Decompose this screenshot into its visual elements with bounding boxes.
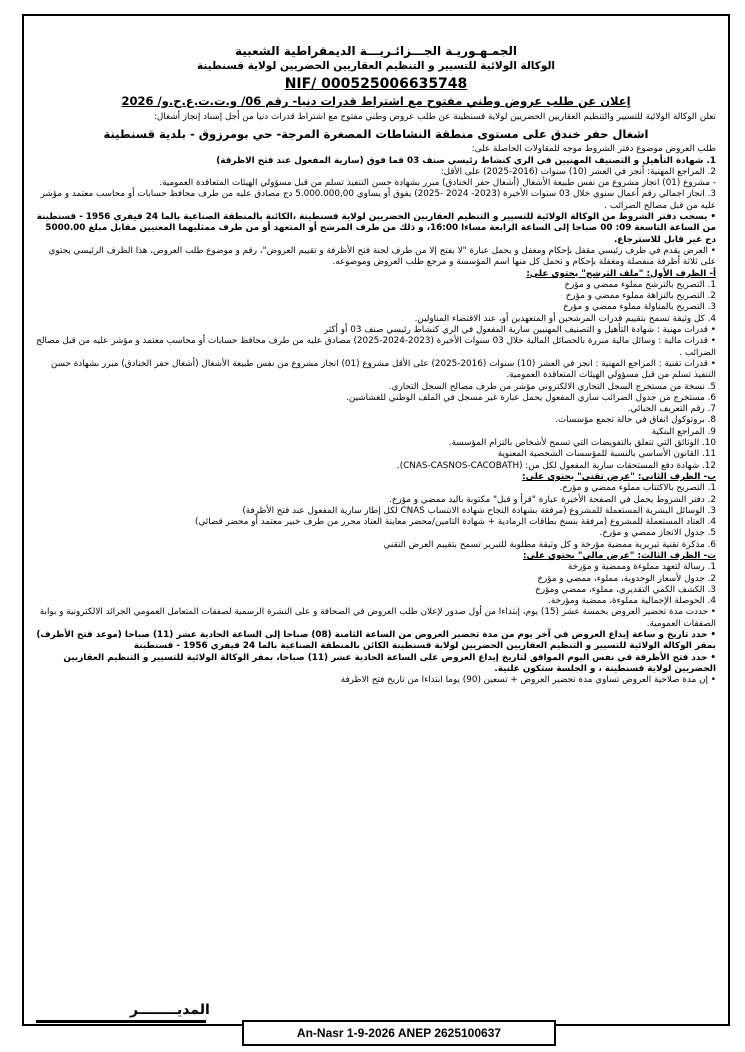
line-env1-item-8: 8. بروتوكول اتفاق في حالة تجمع مؤسسات. [555, 415, 716, 426]
line-specs-withdrawal: • يسحب دفتر الشروط من الوكالة الولائية للتسيير و التنظيم العقاريين الحضريين لولاية قسنطينة ،الكائنة بالمنطقة الصناعية بالما 24 فيفري 1956 - قسنطينة من الساعة التاسعة 09: 00 صباحا إلى الساعة الرابعة مساءا 16:00، و ذلك من طرف المرشح أو المتعهد أو من طرف ممثليهما المعنيين مقابل مبلغ 5000.00 دج غير قابل للاسترجاع. [36, 212, 716, 245]
line-env1-item-2: 2. التصريح بالنزاهة مملوء ممضي و مؤرخ [565, 291, 716, 302]
line-env1-item-11: 11. القانون الأساسي بالنسبة للمؤسسات الشخصية المعنوية [497, 449, 716, 460]
line-env1-item-3: 3. التصريح بالمناولة مملوء ممضي و مؤرخ [562, 302, 716, 313]
line-reference-project: - مشروع (01) انجاز مشروع من نفس طبيعة الأشغال (أشغال حفر الخنادق) مبرر بشهادة حسن التنفيذ تسلم من قبل مسؤولي الهيئات المتعاقدة العمومية. [159, 178, 716, 189]
signature-underline [36, 1020, 206, 1023]
line-env2-item-2: 2. دفتر الشروط يحمل في الصفحة الأخيرة عبارة "قرأ و قبل" مكتوبة باليد ممضي و مؤرخ. [388, 494, 716, 505]
line-qualification-cert: 1. شهادة التأهيل و التصنيف المهنيين في الري كنشاط رئيسي صنف 03 فما فوق (سارية المفعول عند فتح الاظرفة) [216, 155, 716, 166]
line-env1-item-1: 1. التصريح بالترشح مملوء ممضي و مؤرخ [564, 279, 716, 290]
line-offer-envelope: • العرض يقدم في ظرف رئيسي مقفل بإحكام ومغفل و يحمل عبارة "لا يفتح إلا من طرف لجنة فتح الأظرفة و تقييم العروض"، رقم و موضوع طلب العروض، هذا الظرف الرئيسي يحتوي على ثلاثة أظرفة منفصلة ومغفلة بإحكام و تحمل كل منها اسم المؤسسة و مرجع طلب العروض وموضوعه. [48, 245, 716, 268]
line-references: 2. المراجع المهنية: أنجز في العشر (10) سنوات (2016-2025) على الأقل: [440, 166, 716, 177]
agency-header: الوكالة الولائية للتسيير و التنظيم العقاريين الحضريين لولاية قسنطينة [197, 60, 555, 72]
line-opening-date: • حدد فتح الأظرفة في نفس اليوم الموافق لتاريخ إيداع العروض على الساعة الحادية عشر (11) صباحا، بمقر الوكالة الولائية للتسيير و التنظيم العقاريين الحضريين لولاية قسنطينة ، و الجلسة ستكون علنية. [63, 652, 716, 674]
line-env1-item-5: 5. نسخة من مستخرج السجل التجاري الالكتروني مؤشر من طرف مصالح السجل التجاري. [388, 381, 716, 392]
line-env3-item-1: 1. رسالة لتعهد مملوءة وممضية و مؤرخة [567, 562, 716, 573]
line-env2-item-4: 4. العتاد المستعملة للمشروع (مرفقة بنسخ بطاقات الرمادية + شهادة التامين/محضر معاينة العتاد محرر من طرف خبير معتمد أو محضر قضائي) [195, 517, 716, 528]
line-env1-item-12: 12. شهادة دفع المستحقات سارية المفعول لكل من: (CNAS-CASNOS-CACOBATH). [396, 460, 716, 471]
republic-header: الجمـهـوريـة الجـــزائـريـــة الديمقراطية الشعبية [234, 44, 518, 58]
document-body [36, 44, 716, 687]
line-env3-item-3: 3. الكشف الكمي التقديري، مملوء، ممضي ومؤرخ [535, 584, 716, 595]
line-env2-item-1: 1. التصريح بالاكتتاب مملوء ممضي و مؤرخ. [559, 483, 716, 494]
line-technical-capacity: • قدرات تقنية : المراجع المهنية : انجز في العشر (10) سنوات (2016-2025) على الأقل مشروع (01) انجاز مشروع من نفس طبيعة الأشغال (أشغال حفر الخنادق) مبرر بشهادة حسن التنفيذ تسلم من قبل مسؤولي الهيئات المتعاقدة العمومية. [50, 358, 716, 381]
line-professional-capacity: • قدرات مهنية : شهادة التأهيل و التصنيف المهنيين سارية المفعول في الري كنشاط رئيسي صنف 03 أو أكثر [323, 325, 716, 336]
line-envelope-1-title: أ- الظرف الأول: "ملف الترشح" يحتوي على: [526, 268, 716, 279]
line-env2-item-5: 5. جدول الانجاز ممضي و مؤرخ. [599, 528, 716, 539]
project-title: اشغال حفر خندق على مستوى منطقة النشاطات المصغرة المرجة- حي بومرزوق - بلدية قسنطينة [103, 127, 649, 142]
line-turnover: 3. انجاز اجمالي رقم أعمال سنوي خلال 03 سنوات الأخيرة (2023- 2024 -2025) يفوق أو يساوي 5.000.000,00 دج مصادق عليه من طرف محافظ حسابات أو محاسب معتمد و مؤشر عليه من قبل مصالح الضرائب . [40, 189, 716, 211]
line-financial-capacity: • قدرات مالية : وسائل مالية مبررة بالحصائل المالية خلال 03 سنوات الأخيرة (2023-2024-2025) مصادق عليه من طرف محافظ حسابات أو محاسب معتمد و مؤشر عليه من قبل مصالح الضرائب . [36, 336, 716, 358]
nif-number: NIF/ 000525006635748 [284, 76, 468, 92]
line-envelope-2-title: ب- الظرف الثاني: "عرض تقني" يحتوي على: [522, 471, 716, 482]
director-signature: المديــــــــر [130, 1002, 210, 1018]
announcement-title: إعلان عن طلب عروض وطني مفتوح مع اشتراط قدرات دنيا- رقم 06/ و.ت.ت.ع.ح.و/ 2026 [121, 94, 631, 108]
line-deposit-date: • حدد تاريخ و ساعة إيداع العروض في آخر يوم من مدة تحضير العروض من الساعة الثامنة (08) صباحا إلى الساعة الحادية عشر (11) صباحا (موعد فتح الأظرف) بمقر الوكالة الولائية للتسيير و التنظيم العقاريين الحضريين لولاية قسنطينة الكائن بالمنطقة الصناعية بالما 24 فيفري 1956 - قسنطينة [36, 630, 716, 652]
line-preparation-period: • حددت مدة تحضير العروض بخمسة عشر (15) يوم، إبتداءا من أول صدور لإعلان طلب العروض في الصحافة و على النشرة الرسمية لصفقات المتعامل العمومي الجرائد الالكترونية و بوابة الصفقات العمومية. [39, 607, 716, 629]
publication-footer: An-Nasr 1-9-2026 ANEP 2625100637 [242, 1020, 556, 1046]
line-env3-item-2: 2. جدول لأسعار الوحدوية، مملوء، ممضي و مؤرخ [537, 573, 716, 584]
line-requirements-intro: طلب العروض موضوع دفتر الشروط موجه للمقاولات الحاصلة على: [471, 144, 716, 155]
line-env3-item-4: 4. الحوصلة الإجمالية مملوءة، ممضية ومؤرخة. [548, 596, 716, 607]
line-env1-item-7: 7. رقم التعريف الجبائي. [627, 404, 716, 415]
line-env1-item-9: 9. المراجع البنكية [651, 426, 716, 437]
document-page [22, 8, 730, 1044]
line-env2-item-6: 6. مذكرة تقنية تبريرية ممضية مؤرخة و كل وثيقة مطلوبة للتبرير تسمح بتقييم العرض التقني [383, 539, 716, 550]
line-offer-validity: • إن مدة صلاحية العروض تساوي مدة تحضير العروض + تسعين (90) يوما ابتداءا من تاريخ فتح الاظرفة [340, 675, 716, 686]
line-env1-item-6: 6. مستخرج من جدول الضرائب ساري المفعول يحمل عبارة غير مسجل في الملف الوطني للغشاشين. [346, 392, 716, 403]
line-envelope-3-title: ت- الظرف الثالث: "عرض مالي" يحتوي على: [522, 550, 716, 561]
line-env2-item-3: 3. الوسائل البشرية المستعملة للمشروع (مرفقة بشهادة النجاح شهادة الانتساب CNAS لكل إطار سارية المفعول عند فتح الأظرفة) [242, 505, 716, 516]
line-env1-item-10: 10. الوثائق التي تتعلق بالتفويضات التي تسمح لأشخاص بالتزام المؤسسة. [448, 438, 716, 449]
line-env1-item-4: 4. كل وثيقة تسمح بتقييم قدرات المرشحين أو المتعهدين أو، عند الاقتضاء المناولين. [414, 313, 716, 324]
intro-paragraph: تعلن الوكالة الولائية للتسيير والتنظيم العقاريين الحضريين لولاية قسنطينة عن طلب عروض وطني مفتوح مع اشتراط قدرات دنيا من أجل إسناد إنجاز أشغال: [153, 112, 716, 122]
